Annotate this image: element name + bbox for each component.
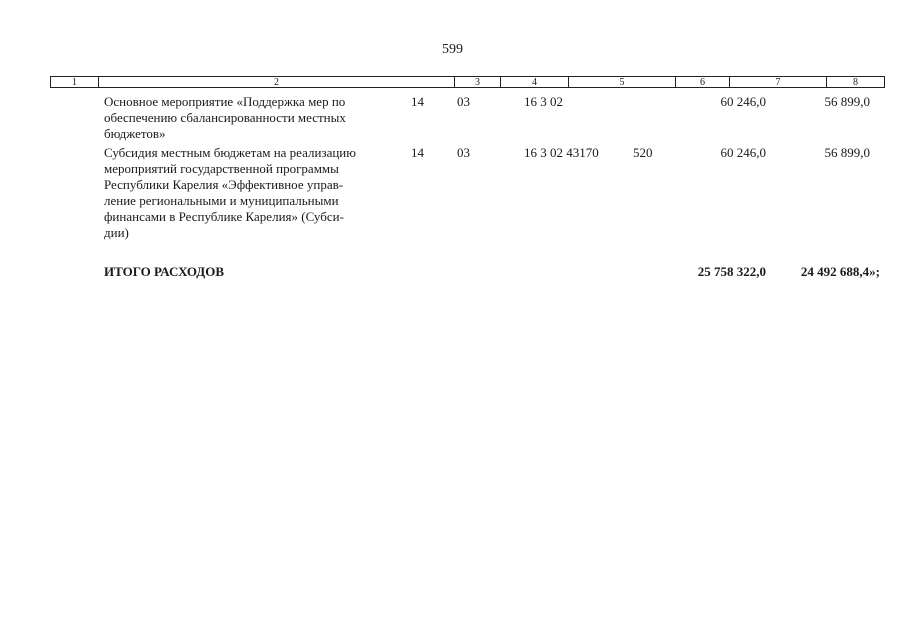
row-description: Субсидия местным бюджетам на реализацию мероприятий государственной программы Республики Карелия «Эффективное управ- ление региональными и муниципальными финансами в Республике Карелия» (Субси- дии) — [104, 145, 356, 240]
table-header-row — [50, 76, 885, 88]
row-description: Основное мероприятие «Поддержка мер по обеспечению сбалансированности местных бюджетов» — [104, 94, 346, 141]
page-number: 599 — [442, 42, 463, 57]
row-subsection-code: 03 — [457, 94, 470, 109]
header-cell-7: 7 — [729, 77, 826, 87]
row-amount-year-2: 56 899,0 — [824, 94, 870, 109]
header-cell-4: 4 — [500, 77, 568, 87]
row-section-code: 14 — [411, 145, 424, 160]
total-amount-year-2: 24 492 688,4»; — [800, 264, 880, 279]
header-cell-2: 2 — [98, 77, 454, 87]
header-cell-8: 8 — [826, 77, 884, 87]
header-cell-5: 5 — [568, 77, 675, 87]
total-amount-year-1: 25 758 322,0 — [697, 264, 766, 279]
row-amount-year-1: 60 246,0 — [720, 94, 766, 109]
total-label: ИТОГО РАСХОДОВ — [104, 264, 225, 279]
row-subsection-code: 03 — [457, 145, 470, 160]
row-amount-year-1: 60 246,0 — [720, 145, 766, 160]
row-amount-year-2: 56 899,0 — [824, 145, 870, 160]
header-cell-3: 3 — [454, 77, 500, 87]
row-target-article: 16 3 02 — [524, 94, 563, 109]
row-target-article: 16 3 02 43170 — [524, 145, 599, 160]
header-cell-1: 1 — [72, 77, 77, 88]
header-cell-6: 6 — [675, 77, 729, 87]
row-expense-type: 520 — [633, 145, 653, 160]
row-section-code: 14 — [411, 94, 424, 109]
